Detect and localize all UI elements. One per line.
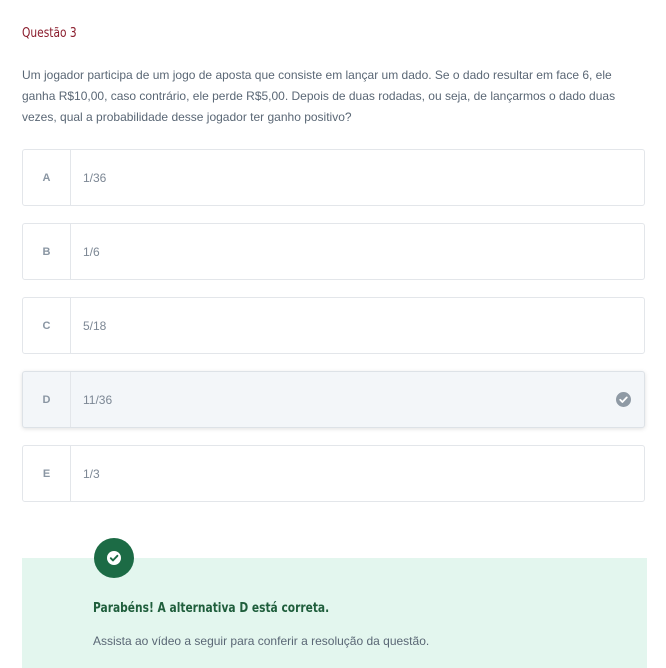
alternative-text: 5/18 [83,318,107,333]
question-text: Um jogador participa de um jogo de aposta que consiste em lançar um dado. Se o dado resultar em face 6, ele ganha R$10,00, caso contrário, ele perde R$5,00. Depois de duas rodadas, ou seja, de lançarmos o dado duas vezes, qual a probabilidade desse jogador ter ganho positivo? [22,68,616,124]
alternative-text: 11/36 [83,392,113,407]
alternative-e[interactable] [22,445,645,502]
alternative-c[interactable] [22,297,645,354]
alternative-text: 1/6 [83,244,100,259]
alternative-d[interactable] [22,371,645,428]
alternative-text: 1/36 [83,170,107,185]
alternative-letter: D [23,372,71,427]
alternative-b[interactable] [22,223,645,280]
check-circle-icon [616,392,631,407]
success-check-icon [94,538,134,578]
alternative-letter: E [23,446,71,501]
question-title: Questão 3 [22,26,77,41]
feedback-text: Assista ao vídeo a seguir para conferir a resolução da questão. [93,634,430,648]
alternative-text: 1/3 [83,466,100,481]
alternative-letter: C [23,298,71,353]
feedback-title: Parabéns! A alternativa D está correta. [93,601,330,616]
alternative-letter: B [23,224,71,279]
alternative-letter: A [23,150,71,205]
alternative-a[interactable] [22,149,645,206]
